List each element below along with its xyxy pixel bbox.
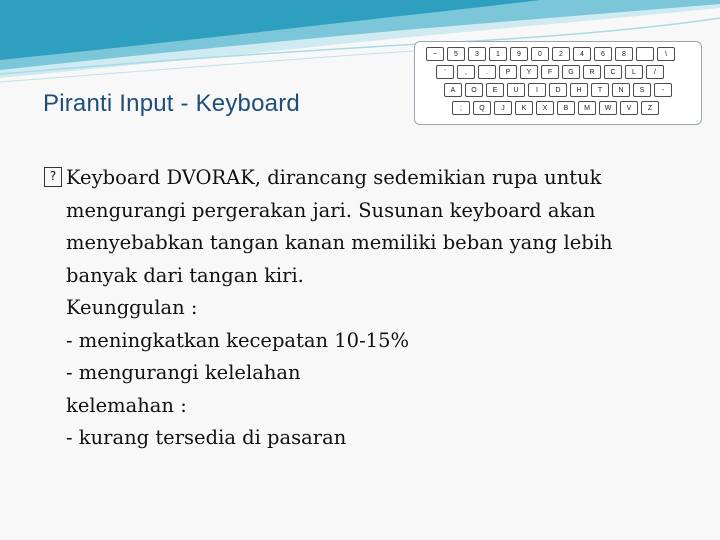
keyboard-row-3 (444, 83, 675, 97)
key-row2-6: G (562, 65, 580, 79)
key-row4-9: Z (641, 101, 659, 115)
key-row3-10: - (654, 83, 672, 97)
slide-title: Piranti Input - Keyboard (43, 90, 300, 117)
bullet-marker: ? (44, 167, 62, 187)
keyboard-row-2 (436, 65, 667, 79)
key-row4-6: M (578, 101, 596, 115)
key-row3-5: D (549, 83, 567, 97)
body-line-2: mengurangi pergerakan jari. Susunan keyboard akan (66, 198, 596, 222)
key-row1-3: 1 (489, 47, 507, 61)
key-row3-4: I (528, 83, 546, 97)
key-row4-0: ; (452, 101, 470, 115)
bullet-paragraph (42, 162, 682, 455)
body-line-7: - mengurangi kelelahan (66, 361, 301, 384)
key-row1-0: ~ (426, 47, 444, 61)
key-row3-3: U (507, 83, 525, 97)
key-row1-9: 8 (615, 47, 633, 61)
key-row2-9: L (625, 65, 643, 79)
key-row3-6: H (570, 83, 588, 97)
key-row4-4: X (536, 101, 554, 115)
key-row2-3: P (499, 65, 517, 79)
key-row3-2: E (486, 83, 504, 97)
body-text (42, 162, 682, 455)
key-row2-8: C (604, 65, 622, 79)
key-row3-1: O (465, 83, 483, 97)
key-row2-10: / (646, 65, 664, 79)
key-row1-6: 2 (552, 47, 570, 61)
key-row1-11: \ (657, 47, 675, 61)
key-row1-2: 3 (468, 47, 486, 61)
body-line-6: - meningkatkan kecepatan 10-15% (66, 328, 410, 352)
key-row2-7: R (583, 65, 601, 79)
key-row1-5: 0 (531, 47, 549, 61)
body-line-9: - kurang tersedia di pasaran (66, 426, 347, 449)
body-line-3: menyebabkan tangan kanan memiliki beban yang lebih (66, 231, 613, 254)
key-row3-8: N (612, 83, 630, 97)
key-row1-7: 4 (573, 47, 591, 61)
dvorak-keyboard-image (414, 41, 702, 125)
key-row2-1: , (457, 65, 475, 79)
key-row2-5: F (541, 65, 559, 79)
keyboard-row-4 (452, 101, 662, 115)
key-row4-2: J (494, 101, 512, 115)
key-row4-7: W (599, 101, 617, 115)
key-row1-4: 9 (510, 47, 528, 61)
key-row4-8: V (620, 101, 638, 115)
body-line-5: Keunggulan : (66, 296, 198, 319)
key-row1-10 (636, 47, 654, 61)
key-row3-7: T (591, 83, 609, 97)
body-line-8: kelemahan : (66, 393, 187, 417)
body-line-4: banyak dari tangan kiri. (66, 263, 304, 287)
key-row2-4: Y (520, 65, 538, 79)
key-row2-2: . (478, 65, 496, 79)
key-row3-0: A (444, 83, 462, 97)
key-row1-8: 6 (594, 47, 612, 61)
key-row2-0: ' (436, 65, 454, 79)
key-row4-3: K (515, 101, 533, 115)
key-row1-1: 5 (447, 47, 465, 61)
key-row4-5: B (557, 101, 575, 115)
key-row4-1: Q (473, 101, 491, 115)
keyboard-row-1 (426, 47, 678, 61)
key-row3-9: S (633, 83, 651, 97)
body-line-1: Keyboard DVORAK, dirancang sedemikian rupa untuk (66, 166, 602, 189)
